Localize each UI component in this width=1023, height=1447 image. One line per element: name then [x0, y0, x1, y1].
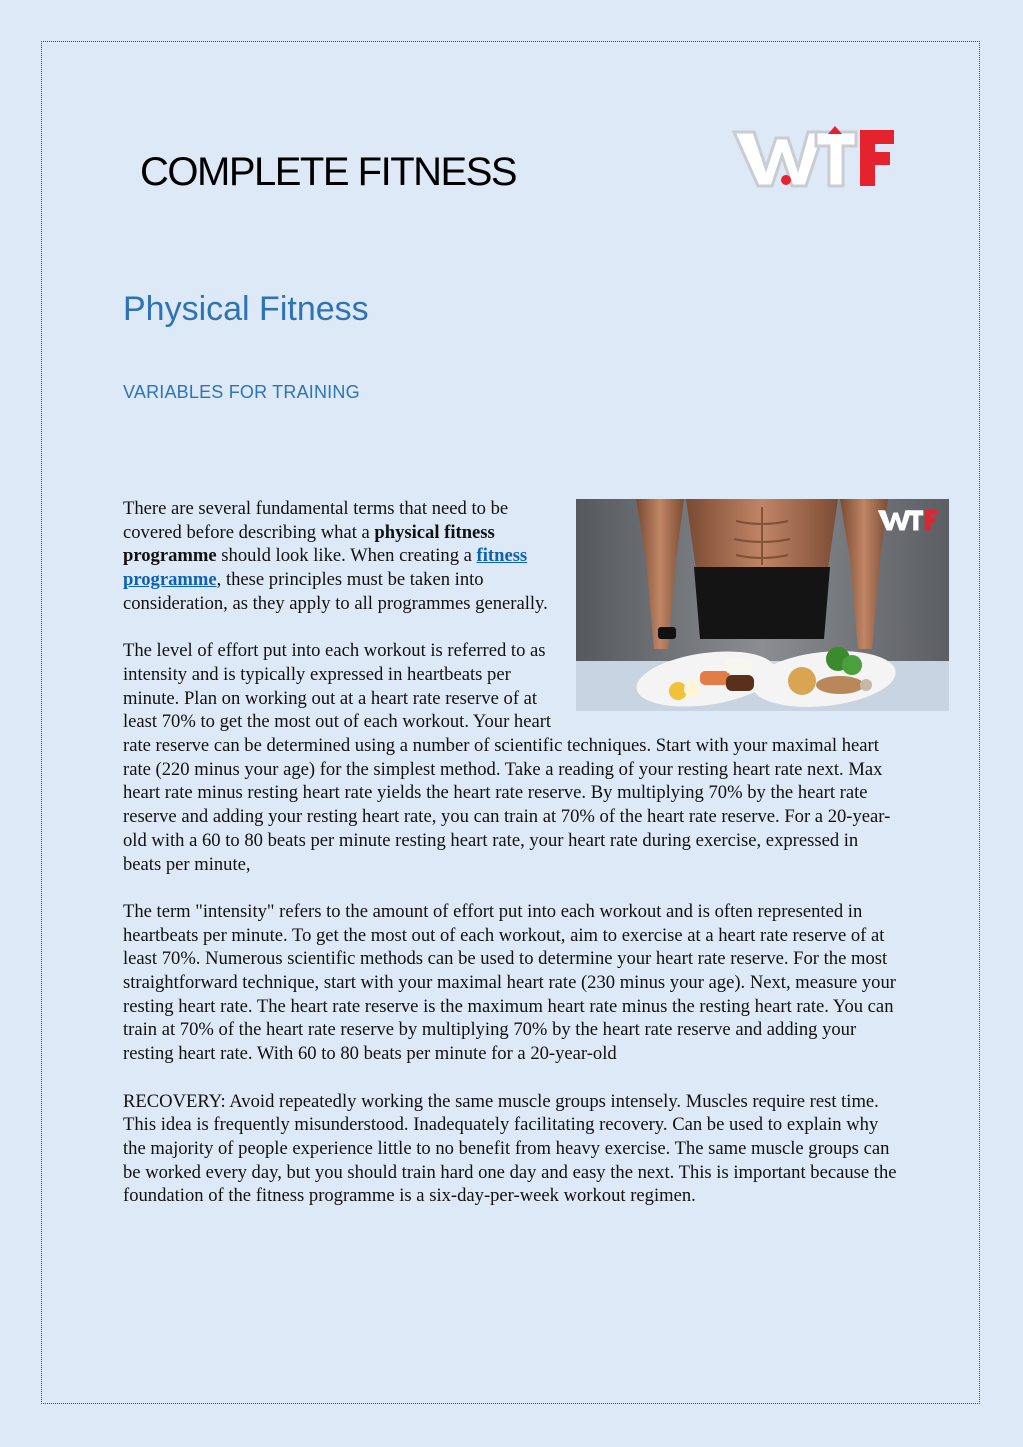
fitness-photo-icon: [576, 499, 949, 711]
paragraph-intro-text-2: should look like. When creating a: [216, 545, 477, 567]
article-body: [123, 497, 898, 1232]
document-title: COMPLETE FITNESS: [140, 150, 517, 194]
section-subheading: VARIABLES FOR TRAINING: [123, 382, 360, 402]
paragraph-recovery: RECOVERY: Avoid repeatedly working the same muscle groups intensely. Muscles require rest time. This idea is frequently misunderstood. Inadequately facilitating recovery. Can be used to explain why the majority of people experience little to no benefit from heavy exercise. The same muscle groups can be worked every day, but you should train hard one day and easy the next. This is important because the foundation of the fitness programme is a six-day-per-week workout regimen.: [123, 1090, 897, 1207]
paragraph-intro-bold: physical fitness programme: [123, 521, 495, 567]
section-title: Physical Fitness: [123, 290, 369, 328]
paragraph-intensity-repeat: The term "intensity" refers to the amount of effort put into each workout and is often represented in heartbeats per minute. To get the most out of each workout, aim to exercise at a heart rate reserve of at least 70%. Numerous scientific methods can be used to determine your heart rate reserve. For the most straightforward technique, start with your maximal heart rate (230 minus your age). Next, measure your resting heart rate. The heart rate reserve is the maximum heart rate minus the resting heart rate. You can train at 70% of the heart rate reserve by multiplying 70% by the heart rate reserve and adding your resting heart rate. With 60 to 80 beats per minute for a 20-year-old: [123, 900, 896, 1065]
paragraph-intro-text-1: There are several fundamental terms that need to be covered before describing what a: [123, 498, 509, 543]
paragraph-intensity: The level of effort put into each workout is referred to as intensity and is typically expressed in heartbeats per minute. Plan on working out at a heart rate reserve of at least 70% to get the most out of each workout. Your heart rate reserve can be determined using a number of scientific techniques. Start with your maximal heart rate (220 minus your age) for the simplest method. Take a reading of your resting heart rate next. Max heart rate minus resting heart rate yields the heart rate reserve. By multiplying 70% by the heart rate reserve and adding your resting heart rate, you can train at 70% of the heart rate reserve. For a 20-year-old with a 60 to 80 beats per minute resting heart rate, your heart rate during exercise, expressed in beats per minute,: [123, 640, 891, 875]
paragraph-intro-text-3: , these principles must be taken into consideration, as they apply to all programmes generally.: [123, 569, 548, 614]
fitness-programme-link[interactable]: fitness programme: [123, 545, 528, 591]
wtf-watermark-icon: [877, 507, 939, 533]
wtf-logo-icon: [732, 124, 898, 192]
